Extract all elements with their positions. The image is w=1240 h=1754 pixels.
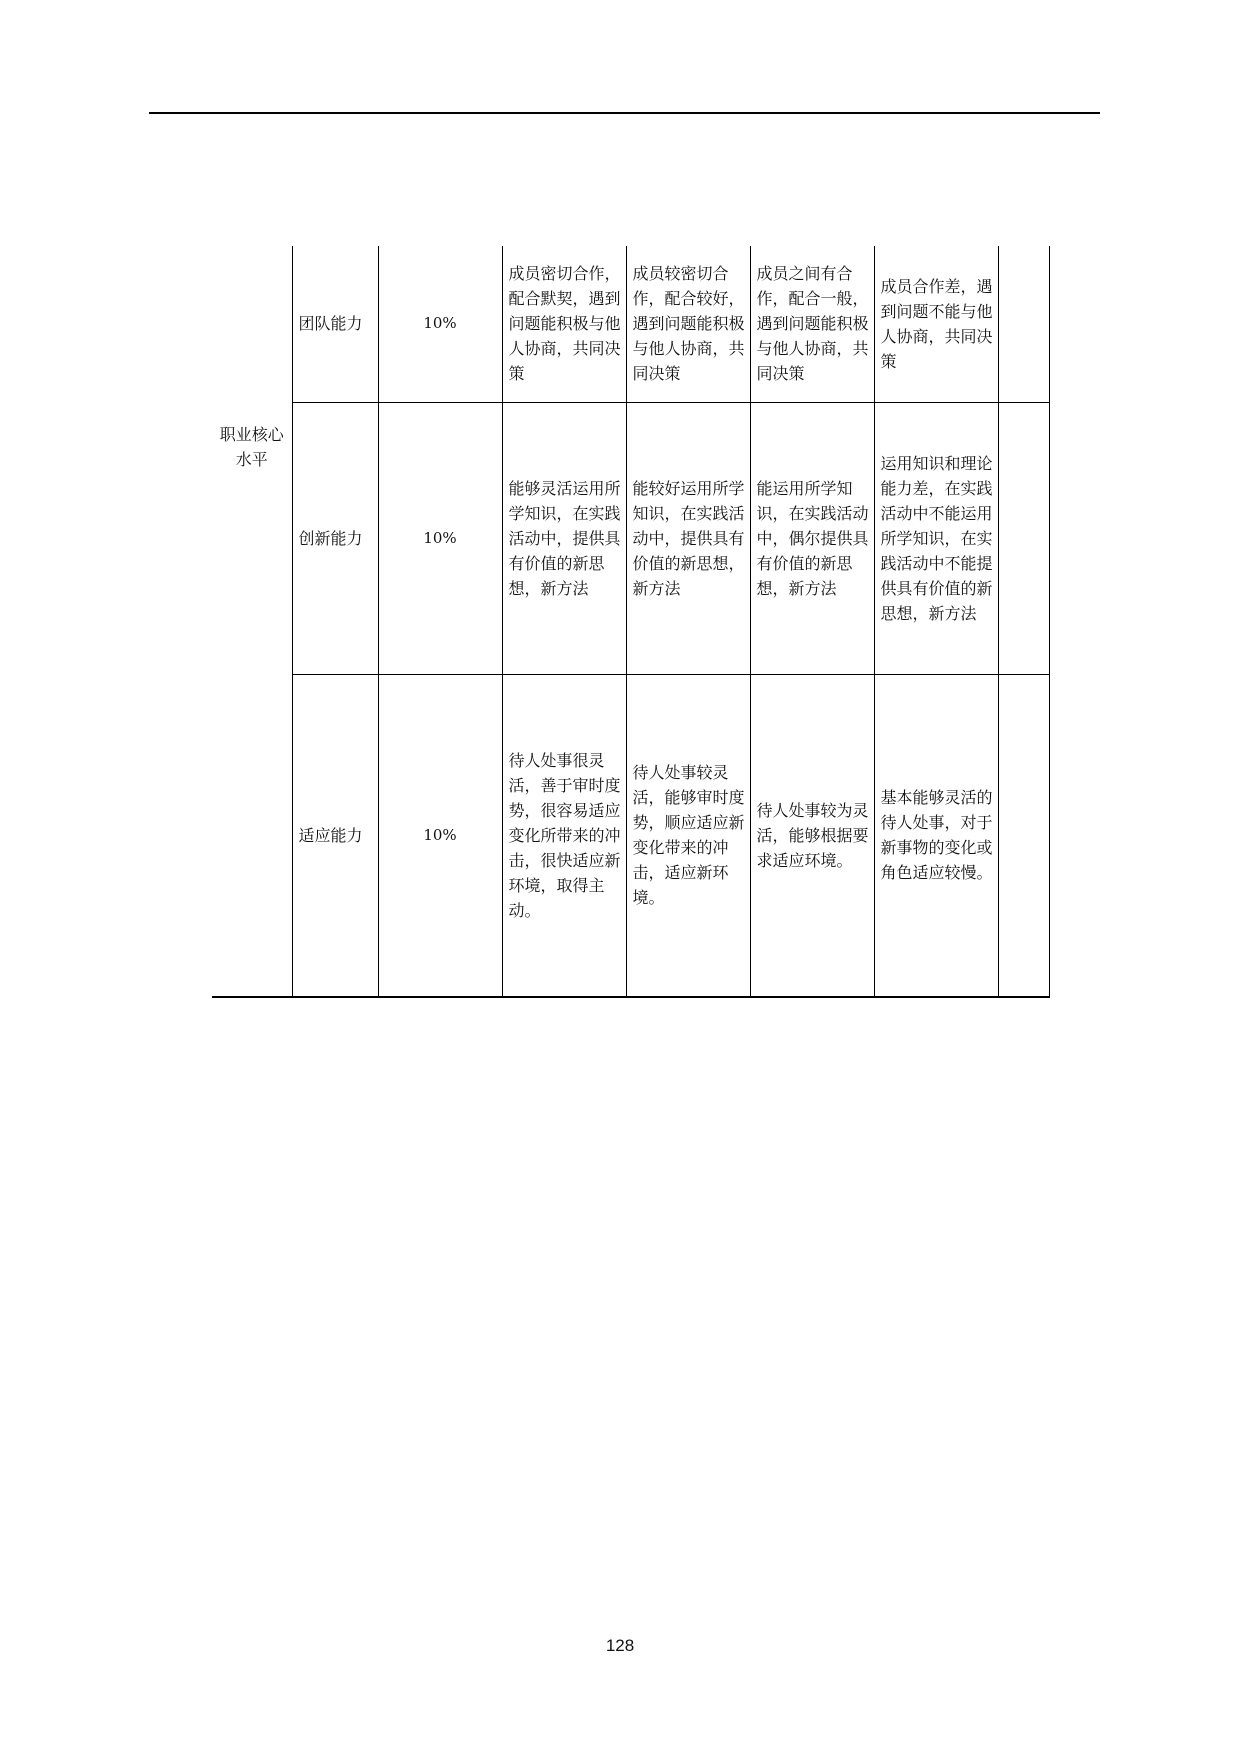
table-row xyxy=(212,402,1049,674)
level-good: 能较好运用所学知识，在实践活动中，提供具有价值的新思想，新方法 xyxy=(626,402,750,674)
level-poor: 基本能够灵活的待人处事，对于新事物的变化或角色适应较慢。 xyxy=(874,674,998,997)
level-excellent: 待人处事很灵活，善于审时度势，很容易适应变化所带来的冲击，很快适应新环境，取得主动。 xyxy=(502,674,626,997)
level-fair: 待人处事较为灵活，能够根据要求适应环境。 xyxy=(750,674,874,997)
extra-cell xyxy=(998,674,1049,997)
extra-cell xyxy=(998,246,1049,402)
level-good: 待人处事较灵活，能够审时度势，顺应适应新变化带来的冲击，适应新环境。 xyxy=(626,674,750,997)
level-fair: 成员之间有合作，配合一般，遇到问题能积极与他人协商，共同决策 xyxy=(750,246,874,402)
table-row xyxy=(212,674,1049,997)
ability-name: 创新能力 xyxy=(292,402,378,674)
header-rule xyxy=(149,112,1100,114)
level-excellent: 成员密切合作，配合默契，遇到问题能积极与他人协商，共同决策 xyxy=(502,246,626,402)
evaluation-table-container xyxy=(212,246,1050,998)
level-fair: 能运用所学知识，在实践活动中，偶尔提供具有价值的新思想，新方法 xyxy=(750,402,874,674)
category-cell xyxy=(212,246,292,997)
ability-name: 团队能力 xyxy=(292,246,378,402)
ability-name: 适应能力 xyxy=(292,674,378,997)
evaluation-table xyxy=(212,246,1050,998)
level-good: 成员较密切合作，配合较好，遇到问题能积极与他人协商，共同决策 xyxy=(626,246,750,402)
table-row xyxy=(212,246,1049,402)
ability-weight: 10% xyxy=(378,402,502,674)
category-label: 职业核心水平 xyxy=(219,425,284,469)
extra-cell xyxy=(998,402,1049,674)
page-number: 128 xyxy=(605,1636,635,1655)
level-poor: 运用知识和理论能力差，在实践活动中不能运用所学知识，在实践活动中不能提供具有价值的新思想，新方法 xyxy=(874,402,998,674)
level-excellent: 能够灵活运用所学知识，在实践活动中，提供具有价值的新思想，新方法 xyxy=(502,402,626,674)
ability-weight: 10% xyxy=(378,246,502,402)
level-poor: 成员合作差，遇到问题不能与他人协商，共同决策 xyxy=(874,246,998,402)
ability-weight: 10% xyxy=(378,674,502,997)
